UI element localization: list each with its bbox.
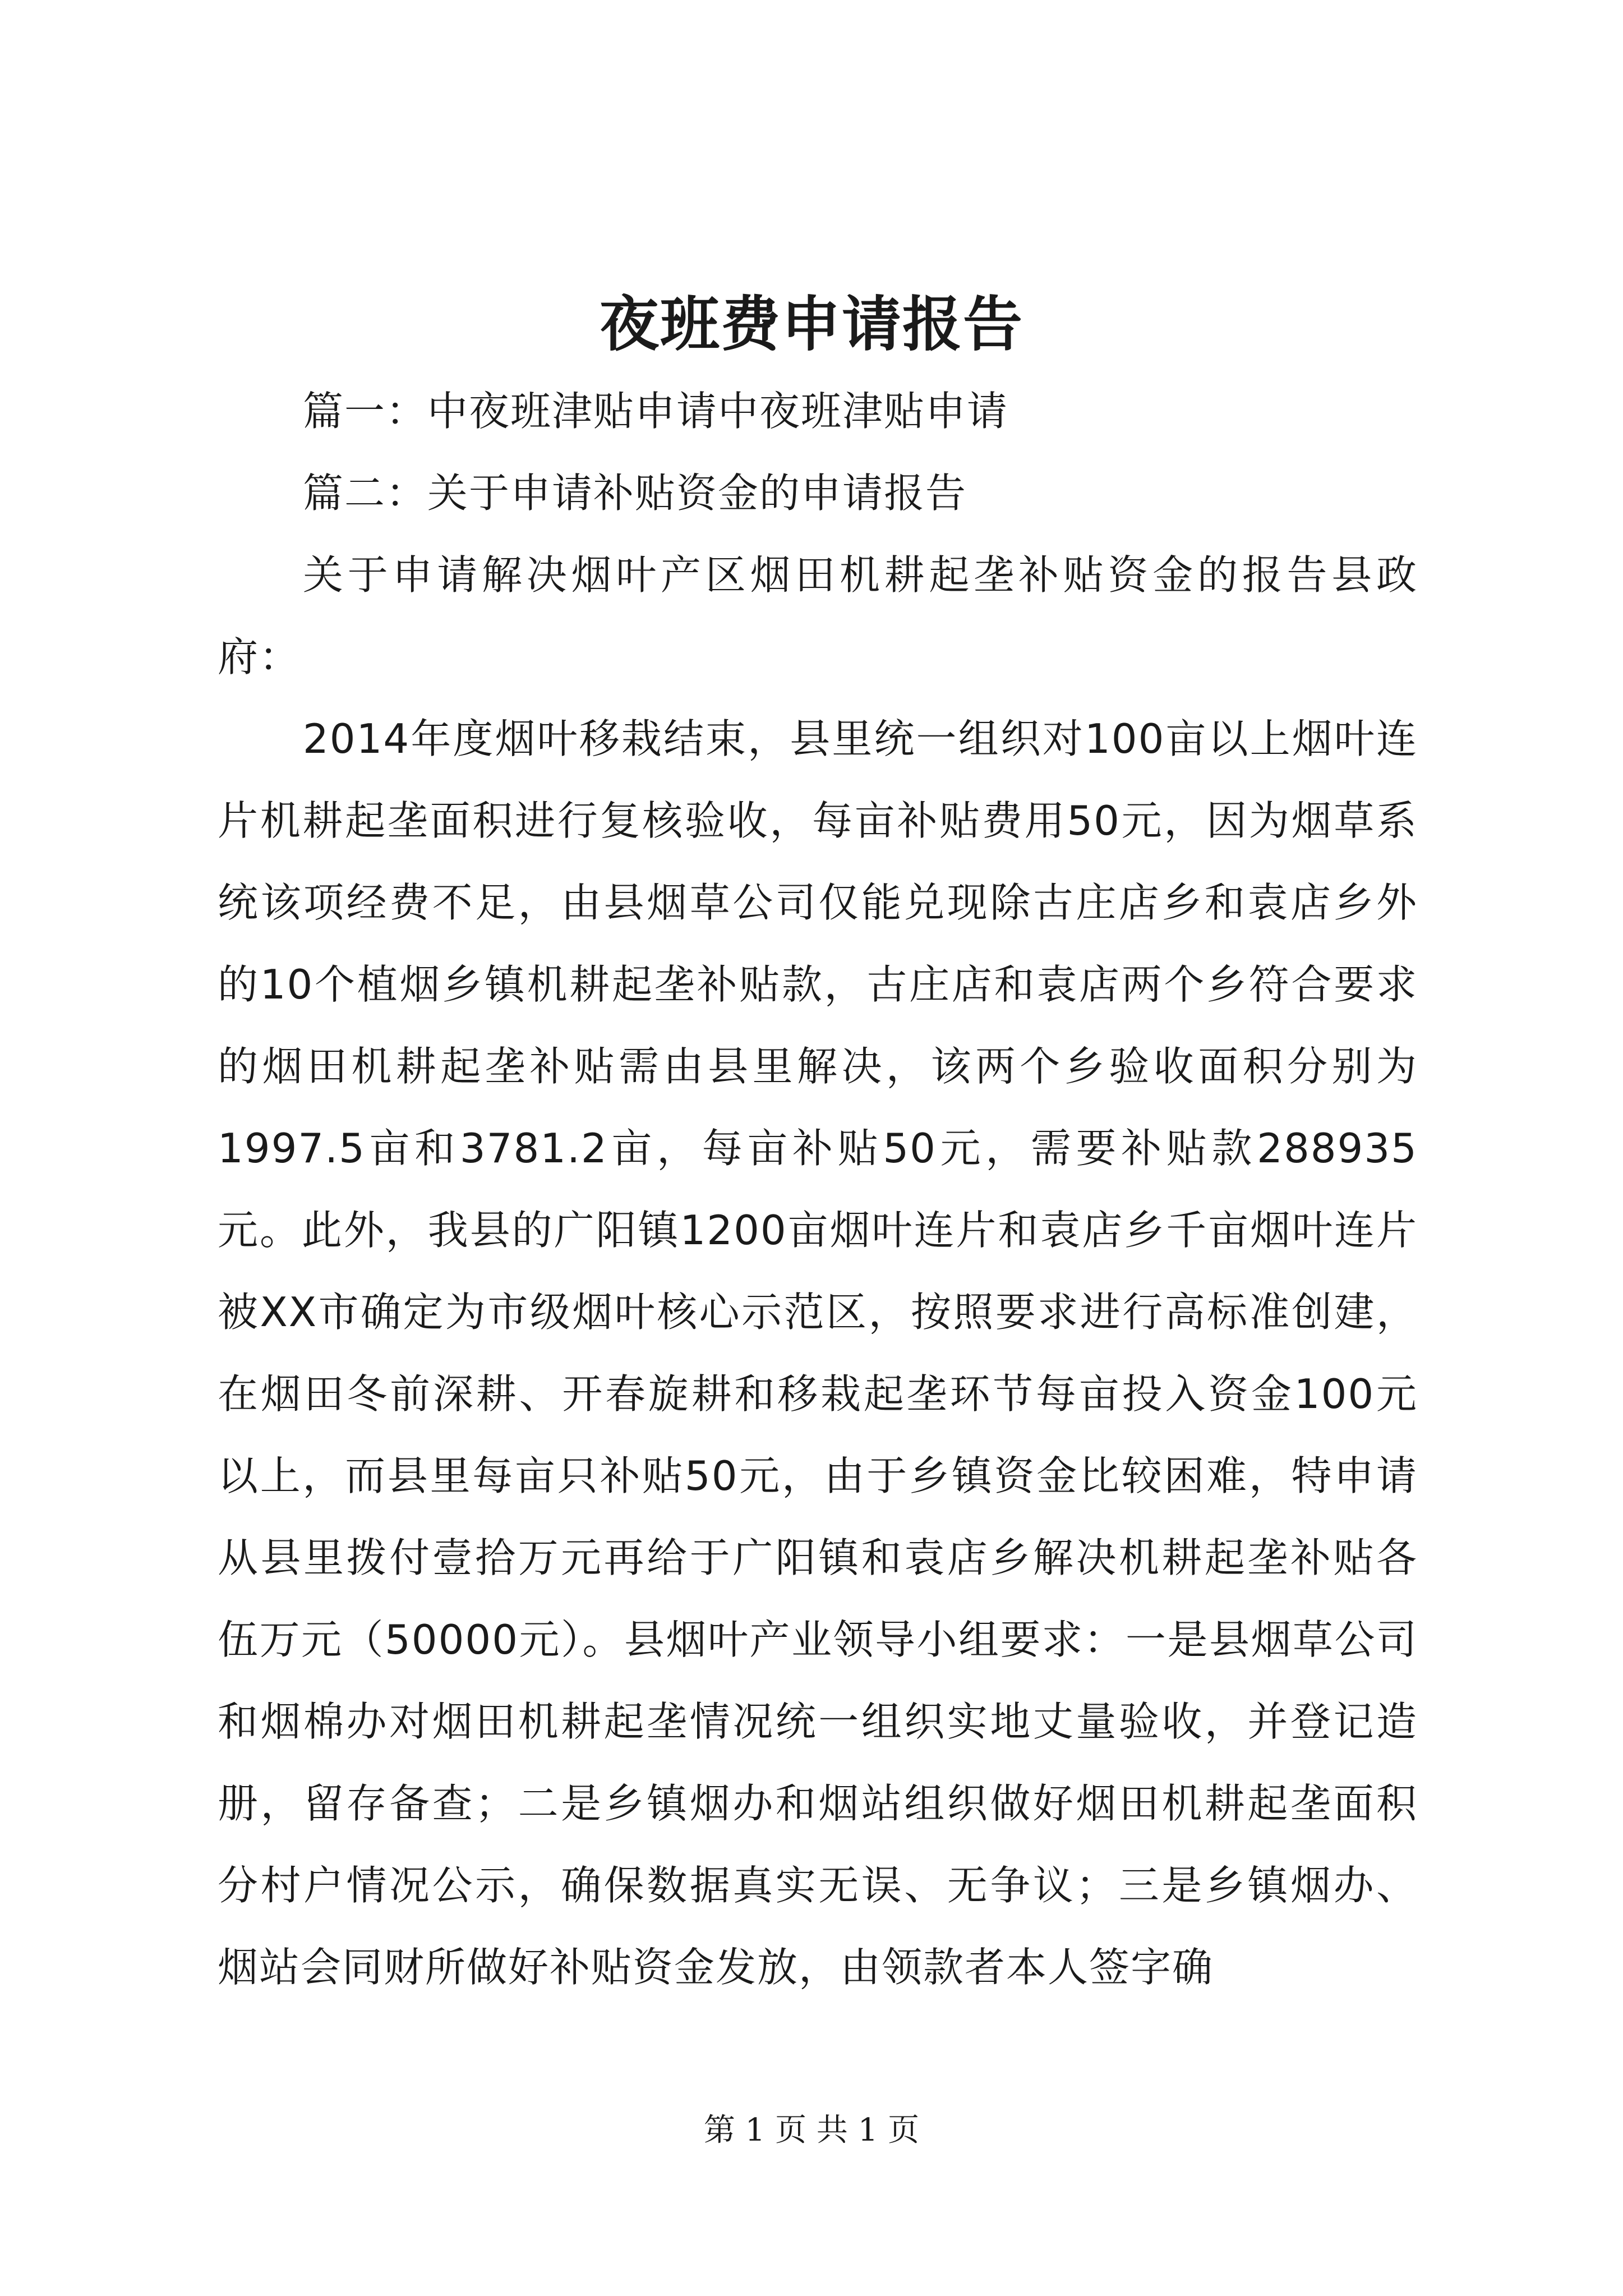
paragraph-report-body: 2014年度烟叶移栽结束，县里统一组织对100亩以上烟叶连片机耕起垄面积进行复核验收，每亩补贴费用50元，因为烟草系统该项经费不足，由县烟草公司仅能兑现除古庄店乡和袁店乡外的10个植烟乡镇机耕起垄补贴款，古庄店和袁店两个乡符合要求的烟田机耕起垄补贴需由县里解决，该两个乡验收面积分别为1997.5亩和3781.2亩，每亩补贴50元，需要补贴款288935元。此外，我县的广阳镇1200亩烟叶连片和袁店乡千亩烟叶连片被XX市确定为市级烟叶核心示范区，按照要求进行高标准创建，在烟田冬前深耕、开春旋耕和移栽起垄环节每亩投入资金100元以上，而县里每亩只补贴50元，由于乡镇资金比较困难，特申请从县里拨付壹拾万元再给于广阳镇和袁店乡解决机耕起垄补贴各伍万元（50000元）。县烟叶产业领导小组要求：一是县烟草公司和烟棉办对烟田机耕起垄情况统一组织实地丈量验收，并登记造册，留存备查；二是乡镇烟办和烟站组织做好烟田机耕起垄面积分村户情况公示，确保数据真实无误、无争议；三是乡镇烟办、烟站会同财所做好补贴资金发放，由领款者本人签字确 <box>218 715 1418 1991</box>
paragraph-part-one: 篇一：中夜班津贴申请中夜班津贴申请 <box>303 388 1009 435</box>
page-footer: 第 1 页 共 1 页 <box>703 2112 920 2148</box>
paragraph-part-two: 篇二：关于申请补贴资金的申请报告 <box>303 470 967 517</box>
document-title: 夜班费申请报告 <box>600 289 1023 359</box>
paragraph-report-heading: 关于申请解决烟叶产区烟田机耕起垄补贴资金的报告县政府： <box>218 551 1418 680</box>
document-body <box>218 370 1418 2008</box>
